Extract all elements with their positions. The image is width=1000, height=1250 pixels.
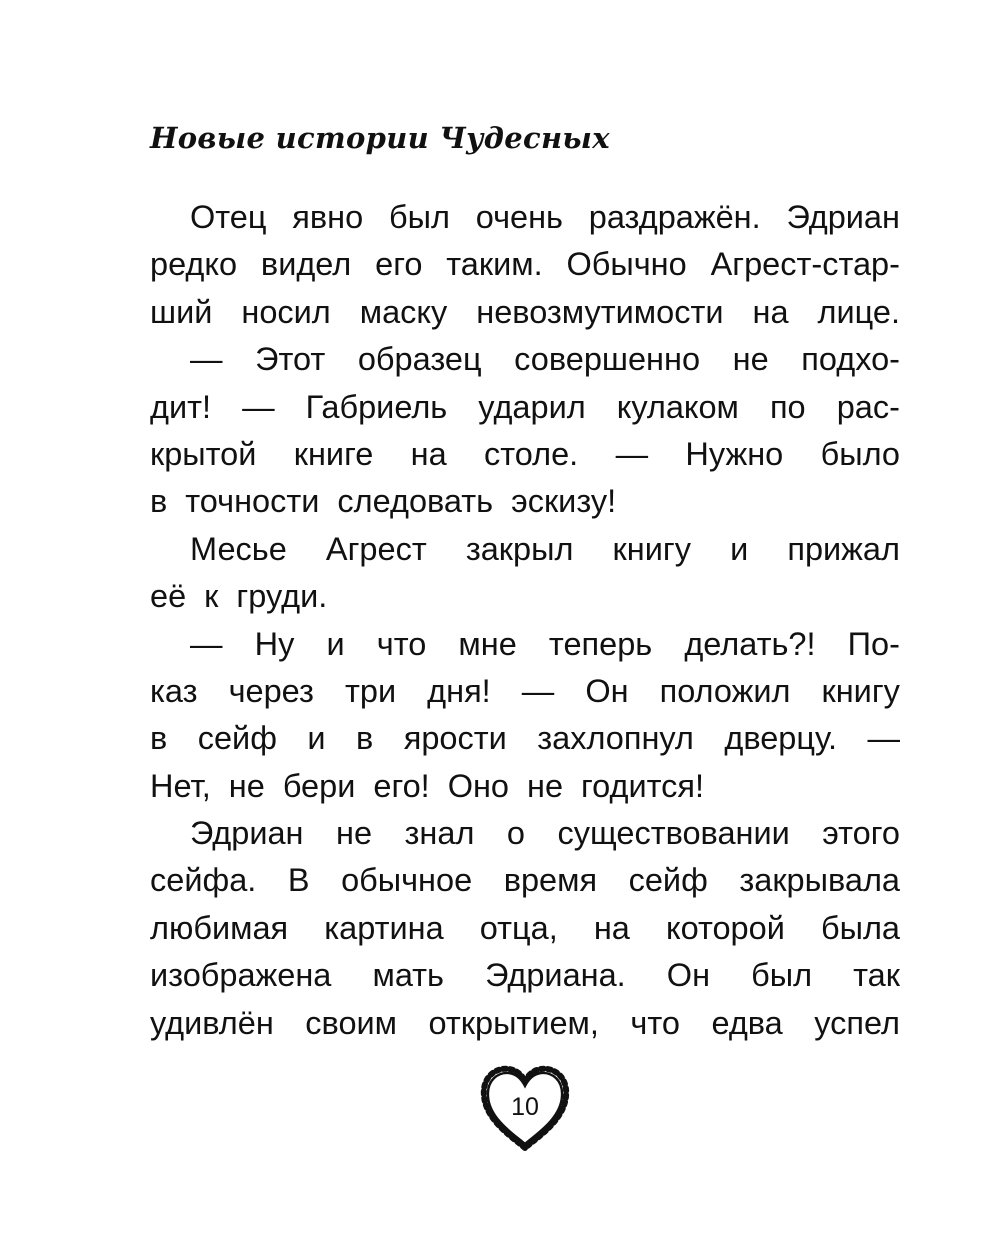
word: на (410, 435, 447, 472)
word: картина (324, 909, 444, 946)
word: не (732, 341, 769, 378)
word: которой (666, 909, 785, 946)
text-line (150, 526, 900, 573)
word: существовании (557, 815, 790, 852)
word: Месье (190, 530, 287, 567)
word: дня! (427, 672, 491, 709)
word: — (190, 341, 223, 378)
word: был (751, 957, 813, 994)
word: на (752, 293, 789, 330)
word: к (204, 578, 219, 615)
word: не (527, 767, 564, 804)
word: любимая (150, 909, 289, 946)
word: мне (458, 625, 517, 662)
word: следовать (337, 483, 494, 520)
word: крытой (150, 435, 257, 472)
text-line (150, 621, 900, 668)
word: Нет, (150, 767, 211, 804)
word: бери (282, 767, 356, 804)
word: книгу (821, 672, 900, 709)
word: груди. (236, 578, 328, 615)
text-line (150, 336, 900, 383)
word: на (593, 909, 630, 946)
word: так (853, 957, 900, 994)
word: — (190, 625, 223, 662)
word: лице. (817, 293, 900, 330)
word: — (242, 388, 275, 425)
word: сейфа. (150, 862, 257, 899)
word: теперь (548, 625, 653, 662)
word: Эдриан (190, 815, 304, 852)
word: что (630, 1004, 680, 1041)
word: закрыл (465, 530, 574, 567)
word: открытием, (428, 1004, 599, 1041)
word: сейф (628, 862, 708, 899)
word: своим (305, 1004, 398, 1041)
word: о (506, 815, 525, 852)
word: подхо- (801, 341, 900, 378)
word: её (150, 578, 187, 615)
word: в (150, 720, 168, 757)
word: редко (150, 246, 238, 283)
text-line (150, 289, 900, 336)
word: и (730, 530, 749, 567)
word: мать (372, 957, 444, 994)
word: было (820, 435, 900, 472)
word: изображена (150, 957, 332, 994)
word: — (521, 672, 555, 709)
word: Он (585, 672, 629, 709)
word: сейф (197, 720, 277, 757)
word: таким. (446, 246, 543, 283)
word: очень (475, 199, 563, 235)
word: этого (822, 815, 900, 852)
word: едва (711, 1004, 783, 1041)
word: что (376, 625, 427, 662)
word: — (867, 720, 900, 757)
word: дит! (150, 388, 212, 425)
word: рас- (836, 388, 900, 425)
word: Ну (254, 625, 295, 662)
text-line (150, 763, 900, 810)
text-line (150, 810, 900, 857)
word: знал (404, 815, 475, 852)
word: Эдриан (786, 199, 900, 235)
word: книгу (612, 530, 691, 567)
text-line (150, 384, 900, 431)
word: обычное (341, 862, 473, 899)
word: в (356, 720, 374, 757)
word: В (287, 862, 310, 899)
word: через (228, 672, 314, 709)
text-line (150, 241, 900, 288)
word: каз (150, 672, 198, 709)
word: — (615, 435, 649, 472)
word: закрывала (739, 862, 900, 899)
word: невозмутимости (476, 293, 724, 330)
text-line (150, 478, 900, 525)
word: Агрест-стар- (710, 246, 900, 283)
word: не (336, 815, 373, 852)
word: время (503, 862, 598, 899)
word: кулаком (616, 388, 739, 425)
word: Оно (447, 767, 510, 804)
word: образец (357, 341, 482, 378)
word: книге (293, 435, 374, 472)
word: ший (150, 293, 213, 330)
page-folio (478, 1062, 572, 1156)
word: был (388, 199, 450, 235)
word: Отец (190, 199, 267, 235)
text-line (150, 952, 900, 999)
word: не (228, 767, 265, 804)
text-line (150, 1000, 900, 1047)
word: по (769, 388, 806, 425)
word: раздражён. (588, 199, 761, 235)
word: прижал (787, 530, 900, 567)
word: Эдриана. (485, 957, 626, 994)
word: была (820, 909, 900, 946)
word: Габриель (305, 388, 448, 425)
text-line (150, 715, 900, 762)
word: По- (847, 625, 900, 662)
word: его (375, 246, 423, 283)
word: делать?! (684, 625, 816, 662)
word: успел (814, 1004, 900, 1041)
text-line (150, 431, 900, 478)
word: удивлён (150, 1004, 274, 1041)
word: Он (666, 957, 711, 994)
word: положил (659, 672, 791, 709)
word: три (345, 672, 397, 709)
text-line (150, 573, 900, 620)
running-title: Новые истории Чудесных (150, 121, 610, 155)
text-line (150, 857, 900, 904)
word: Нужно (685, 435, 784, 472)
word: и (326, 625, 345, 662)
word: видел (260, 246, 352, 283)
word: явно (292, 199, 364, 235)
word: в (150, 483, 168, 520)
word: годится! (581, 767, 705, 804)
word: Обычно (566, 246, 687, 283)
word: эскизу! (511, 483, 617, 520)
word: Агрест (325, 530, 427, 567)
word: носил (241, 293, 331, 330)
word: столе. (484, 435, 579, 472)
text-line (150, 905, 900, 952)
word: ударил (478, 388, 586, 425)
word: его! (373, 767, 430, 804)
text-line (150, 194, 900, 241)
word: отца, (479, 909, 558, 946)
word: и (307, 720, 326, 757)
word: Этот (255, 341, 326, 378)
word: точности (185, 483, 320, 520)
word: захлопнул (537, 720, 694, 757)
word: дверцу. (724, 720, 838, 757)
body-text (150, 194, 900, 1047)
word: совершенно (514, 341, 701, 378)
page-number: 10 (511, 1093, 539, 1121)
text-line (150, 668, 900, 715)
word: маску (359, 293, 448, 330)
word: ярости (403, 720, 507, 757)
